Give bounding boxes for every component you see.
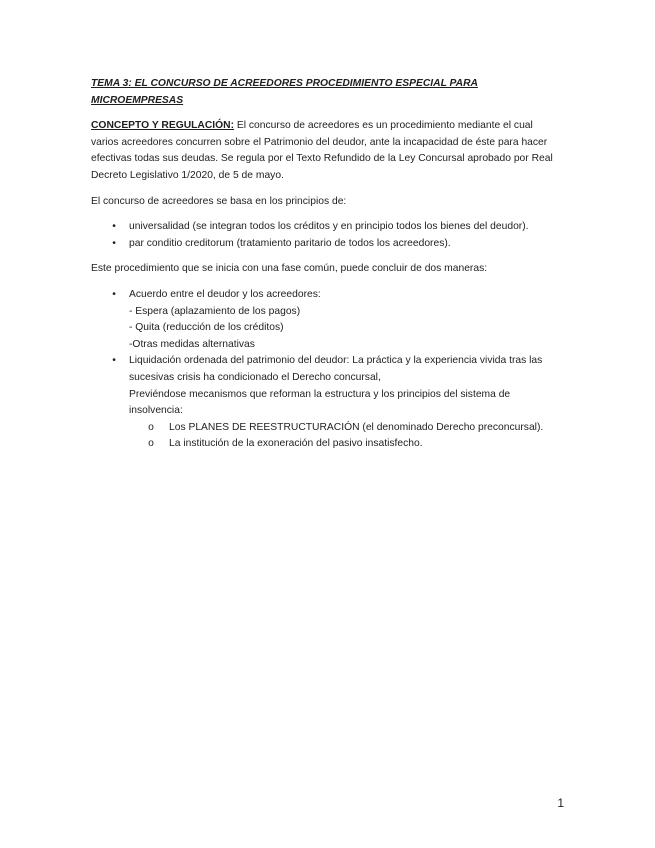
concepto-text: El concurso de acreedores es un procedimiento mediante el cual varios acreedores concurren sobre el Patrimonio del deudor, ante la incapacidad de éste para hacer efectivas todas sus deudas. Se regula por el Texto Refundido de la Ley Concursal aprobado por Real Decreto Legislativo 1/2020, de 5 de mayo.	[91, 120, 553, 181]
acuerdo-line: -Otras medidas alternativas	[129, 338, 255, 350]
document-title: TEMA 3: EL CONCURSO DE ACREEDORES PROCEDIMIENTO ESPECIAL PARA MICROEMPRESAS	[91, 78, 478, 106]
principios-list	[91, 219, 563, 252]
liquidacion-text: Previéndose mecanismos que reforman la estructura y los principios del sistema de insolvencia:	[129, 388, 511, 417]
list-item	[91, 353, 563, 453]
list-item	[91, 219, 563, 236]
principios-intro: El concurso de acreedores se basa en los principios de:	[91, 195, 347, 207]
maneras-list	[91, 287, 563, 453]
bullet-icon: •	[112, 221, 116, 233]
concepto-paragraph	[91, 118, 563, 184]
bullet-icon: •	[112, 237, 116, 249]
document-body	[91, 76, 563, 462]
subitem-text: La institución de la exoneración del pasivo insatisfecho.	[169, 438, 423, 450]
bullet-icon: •	[112, 355, 116, 367]
list-item	[91, 236, 563, 253]
list-item	[129, 436, 563, 453]
procedimiento-intro: Este procedimiento que se inicia con una fase común, puede concluir de dos maneras:	[91, 263, 488, 275]
principio-text: par conditio creditorum (tratamiento paritario de todos los acreedores).	[129, 237, 451, 249]
subitem-text: Los PLANES DE REESTRUCTURACIÓN (el denominado Derecho preconcursal).	[169, 421, 544, 433]
circle-bullet-icon: o	[148, 438, 154, 450]
list-item	[129, 420, 563, 437]
bullet-icon: •	[112, 288, 116, 300]
principio-text: universalidad (se integran todos los créditos y en principio todos los bienes del deudor).	[129, 221, 529, 233]
acuerdo-line: - Quita (reducción de los créditos)	[129, 322, 284, 334]
liquidacion-sublist	[129, 420, 563, 453]
acuerdo-heading: Acuerdo entre el deudor y los acreedores:	[129, 288, 321, 300]
liquidacion-text: Liquidación ordenada del patrimonio del deudor: La práctica y la experiencia vivida tras las sucesivas crisis ha condicionado el Derecho concursal,	[129, 355, 543, 383]
page-number: 1	[557, 796, 564, 810]
concepto-label: CONCEPTO Y REGULACIÓN:	[91, 120, 235, 132]
circle-bullet-icon: o	[148, 421, 154, 433]
acuerdo-line: - Espera (aplazamiento de los pagos)	[129, 305, 301, 317]
list-item	[91, 287, 563, 353]
